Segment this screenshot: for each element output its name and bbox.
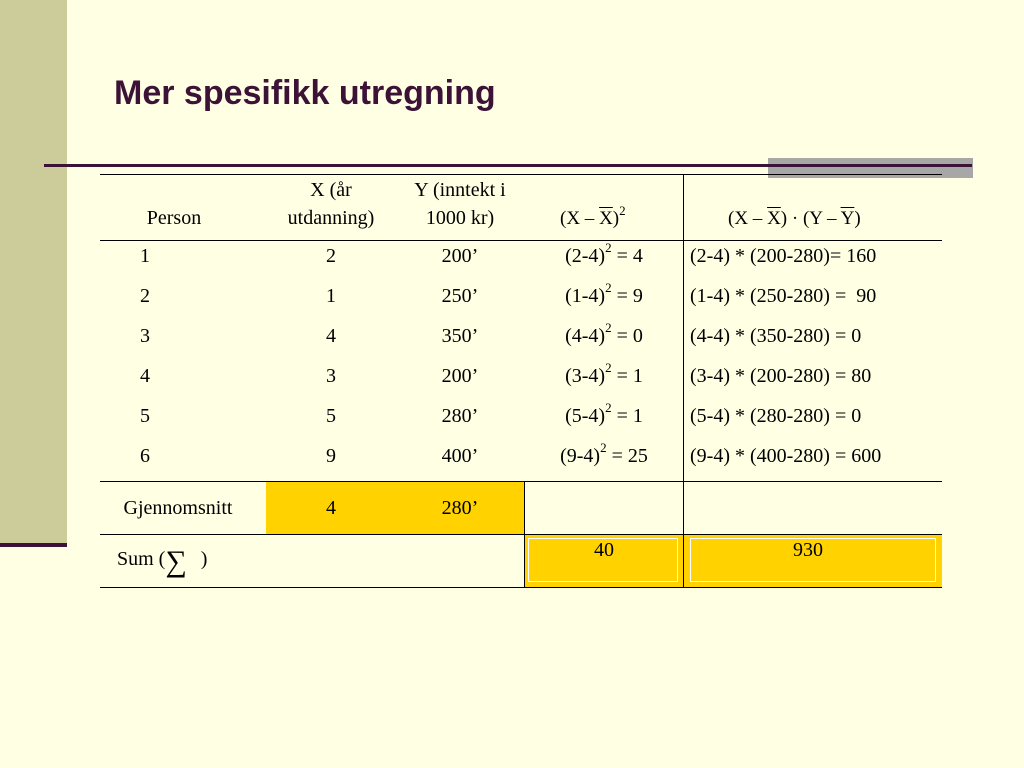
cell-squared-deviation: $(9-4)^2 = 25$	[560, 440, 648, 467]
cell-cross-product: (4-4) * (350-280) = 0	[690, 325, 862, 347]
sum-label: Sum (∑ )	[117, 545, 208, 578]
title-rule	[44, 164, 972, 167]
average-label: Gjennomsnitt	[123, 497, 233, 519]
cell-person: 6	[140, 445, 150, 467]
header-bottom-rule	[100, 240, 942, 241]
header-y-line2: 1000 kr)	[425, 207, 495, 229]
cell-person: 5	[140, 405, 150, 427]
table-top-rule	[100, 174, 942, 175]
side-decoration-line	[0, 543, 67, 547]
cell-cross-product: (9-4) * (400-280) = 600	[690, 445, 882, 467]
sigma-symbol: ∑	[165, 545, 187, 578]
cell-person: 4	[140, 365, 150, 387]
cell-y: 250’	[441, 285, 479, 307]
slide-title: Mer spesifikk utregning	[114, 74, 496, 112]
average-x: 4	[326, 497, 336, 519]
table-bottom-rule	[100, 587, 942, 588]
side-decoration-bar	[0, 0, 67, 546]
header-squared-deviation-formula: $(X - \overline{X})^2$	[560, 202, 626, 229]
cell-person: 2	[140, 285, 150, 307]
cell-x: 2	[326, 245, 336, 267]
cell-person: 3	[140, 325, 150, 347]
cell-x: 4	[326, 325, 336, 347]
cell-y: 280’	[441, 405, 479, 427]
cell-squared-deviation: $(3-4)^2 = 1$	[565, 360, 643, 387]
cell-squared-deviation: $(1-4)^2 = 9$	[565, 280, 643, 307]
cell-x: 3	[326, 365, 336, 387]
header-x-line2: utdanning)	[287, 207, 375, 229]
sum-squared-deviation: 40	[594, 539, 614, 561]
cell-y: 200’	[441, 365, 479, 387]
cell-x: 1	[326, 285, 336, 307]
cell-y: 200’	[441, 245, 479, 267]
cell-cross-product: (2-4) * (200-280)= 160	[690, 245, 877, 267]
cell-x: 5	[326, 405, 336, 427]
cell-person: 1	[140, 245, 150, 267]
cell-cross-product: (3-4) * (200-280) = 80	[690, 365, 872, 387]
sum-cross-product: 930	[793, 539, 823, 561]
header-cross-product-formula: $(X - \overline{X}) \cdot (Y - \overline{Y})$	[728, 208, 861, 229]
average-y: 280’	[441, 497, 479, 519]
cell-squared-deviation: $(2-4)^2 = 4$	[565, 240, 643, 267]
calculation-table	[100, 174, 942, 588]
rows-bottom-rule	[100, 481, 942, 482]
cell-squared-deviation: $(5-4)^2 = 1$	[565, 400, 643, 427]
column-divider	[524, 481, 525, 587]
header-x-line1: X (år	[310, 179, 352, 201]
header-person: Person	[146, 207, 202, 229]
cell-y: 350’	[441, 325, 479, 347]
cell-cross-product: (5-4) * (280-280) = 0	[690, 405, 862, 427]
cell-cross-product: (1-4) * (250-280) = 90	[690, 285, 877, 307]
cell-y: 400’	[441, 445, 479, 467]
cell-x: 9	[326, 445, 336, 467]
average-bottom-rule	[100, 534, 942, 535]
header-y-line1: Y (inntekt i	[414, 179, 506, 201]
cell-squared-deviation: $(4-4)^2 = 0$	[565, 320, 643, 347]
